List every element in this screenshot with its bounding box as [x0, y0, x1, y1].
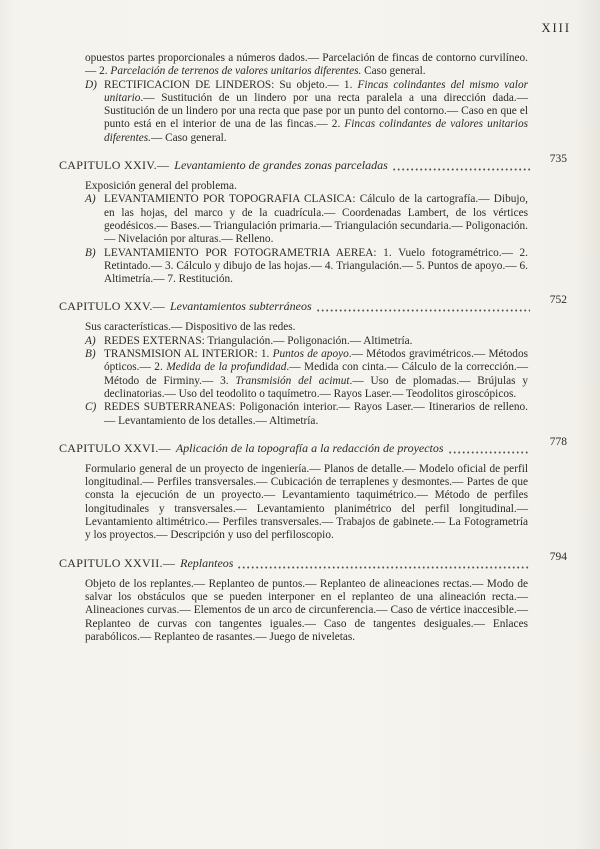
chapter-page-number: 794: [549, 550, 567, 563]
chapter-number: CAPITULO XXIV.—: [59, 158, 170, 173]
chapter-page-number: 778: [549, 435, 567, 448]
item-label-a: A): [85, 193, 96, 206]
chapter-number: CAPITULO XXVII.—: [59, 555, 176, 570]
chapter-summary-paragraph: Formulario general de un proyecto de ingeniería.— Planos de detalle.— Modelo oficial de perfil longitudinal.— Perfiles transversales.— Cubicación de terraplenes y desmontes.— Partes de que consta la ejecución de un proyecto.— Levantamiento taquimétrico.— Método de perfiles longitudinales y transversales.— Levantamiento planimétrico del perfil longitudinal.— Levantamiento altimétrico.— Perfiles transversales.— Trabajos de gabinete.— La Fotogrametría y los proyectos.— Descripción y uso del perfiloscopio.: [85, 462, 528, 542]
item-label-b: B): [85, 348, 96, 361]
chapter-summary-paragraph: Sus características.— Dispositivo de las redes.: [85, 321, 296, 334]
chapter-heading: [59, 294, 567, 314]
chapter-number: CAPITULO XXVI.—: [59, 440, 171, 455]
dot-leader: [449, 451, 530, 454]
chapter-title: Levantamientos subterráneos: [169, 299, 312, 314]
chapter-title: Levantamiento de grandes zonas parceladas: [174, 158, 388, 173]
dot-leader: [393, 168, 530, 171]
item-label-d: D): [85, 78, 97, 91]
dot-leader: [238, 566, 530, 569]
chapter-summary-paragraph: Exposición general del problema.: [85, 180, 237, 193]
item-text: TRANSMISION AL INTERIOR: 1. Puntos de apoyo.— Métodos gravimétricos.— Métodos ópticos.— 2. Medida de la profundidad.— Medida con cinta.— Cálculo de la corrección.— Método de Firminy.— 3. Transmisión del acimut.— Uso de plomadas.— Brújulas y declinatorias.— Uso del teodolito o taquímetro.— Rayos Laser.— Teodolitos giroscópicos.: [104, 348, 528, 400]
item-text: LEVANTAMIENTO POR FOTOGRAMETRIA AEREA: 1. Vuelo fotogramétrico.— 2. Retintado.— 3. Cálculo y dibujo de las hojas.— 4. Triangulación.— 5. Puntos de apoyo.— 6. Altimetría.— 7. Restitución.: [104, 246, 528, 286]
chapter-title: Replanteos: [180, 555, 234, 570]
dot-leader: [317, 309, 530, 312]
chapter-entry-xxvi: [59, 435, 567, 543]
item-label-a: A): [85, 334, 96, 347]
chapter-summary-item: [85, 247, 528, 287]
chapter-summary-item: [85, 401, 528, 428]
chapter-page-number: 752: [549, 294, 567, 307]
item-text: RECTIFICACION DE LINDEROS: Su objeto.— 1. Fincas colindantes del mismo valor unitario.— Sustitución de un lindero por una recta paralela a una dirección dada.— Sustitución de un lindero por una recta que pase por un punto del contorno.— Caso en que el punto está en el interior de una de las fincas.— 2. Fincas colindantes de valores unitarios diferentes.— Caso general.: [104, 78, 528, 144]
chapter-page-number: 735: [549, 153, 567, 166]
chapter-heading: [59, 435, 567, 456]
folio-roman-numeral: XIII: [541, 21, 571, 35]
chapter-entry-xxv: [59, 294, 567, 427]
toc-item-d: [85, 79, 528, 145]
chapter-summary-paragraph: Objeto de los replantes.— Replanteo de puntos.— Replanteo de alineaciones rectas.— Modo de salvar los obstáculos que se pueden interponer en el replanteo de una alineación recta.— Alineaciones curvas.— Elementos de un arco de circunferencia.— Caso de vértice inaccesible.— Replanteo de curvas con tangentes iguales.— Caso de tangentes desiguales.— Enlaces parabólicos.— Replanteo de rasantes.— Juego de niveletas.: [85, 577, 528, 643]
continuation-paragraph: opuestos partes proporcionales a números dados.— Parcelación de fincas de contorno curvilíneo.— 2. Parcelación de terrenos de valores unitarios diferentes. Caso general.: [85, 52, 528, 78]
chapter-number: CAPITULO XXV.—: [59, 299, 165, 314]
item-text: REDES EXTERNAS: Triangulación.— Poligonación.— Altimetría.: [104, 334, 413, 347]
item-label-c: C): [85, 401, 97, 414]
chapter-summary-item: [85, 335, 528, 348]
item-label-b: B): [85, 246, 96, 259]
chapter-summary-item: [85, 193, 528, 246]
chapter-entry-xxiv: [59, 153, 567, 286]
item-text: LEVANTAMIENTO POR TOPOGRAFIA CLASICA: Cálculo de la cartografía.— Dibujo, en las hojas, del marco y de la cuadrícula.— Coordenadas Lambert, de los vértices geodésicos.— Bases.— Triangulación primaria.— Triangulación secundaria.— Poligonación.— Nivelación por alturas.— Relleno.: [104, 193, 528, 246]
chapter-heading: [59, 153, 567, 173]
chapter-summary-item: [85, 348, 528, 401]
chapter-heading: [59, 550, 567, 571]
chapter-title: Aplicación de la topografía a la redacción de proyectos: [175, 440, 444, 455]
item-text: REDES SUBTERRANEAS: Poligonación interior.— Rayos Laser.— Itinerarios de relleno.— Levantamiento de los detalles.— Altimetría.: [104, 401, 528, 427]
table-of-contents: [59, 52, 567, 644]
chapter-entry-xxvii: [59, 550, 567, 644]
